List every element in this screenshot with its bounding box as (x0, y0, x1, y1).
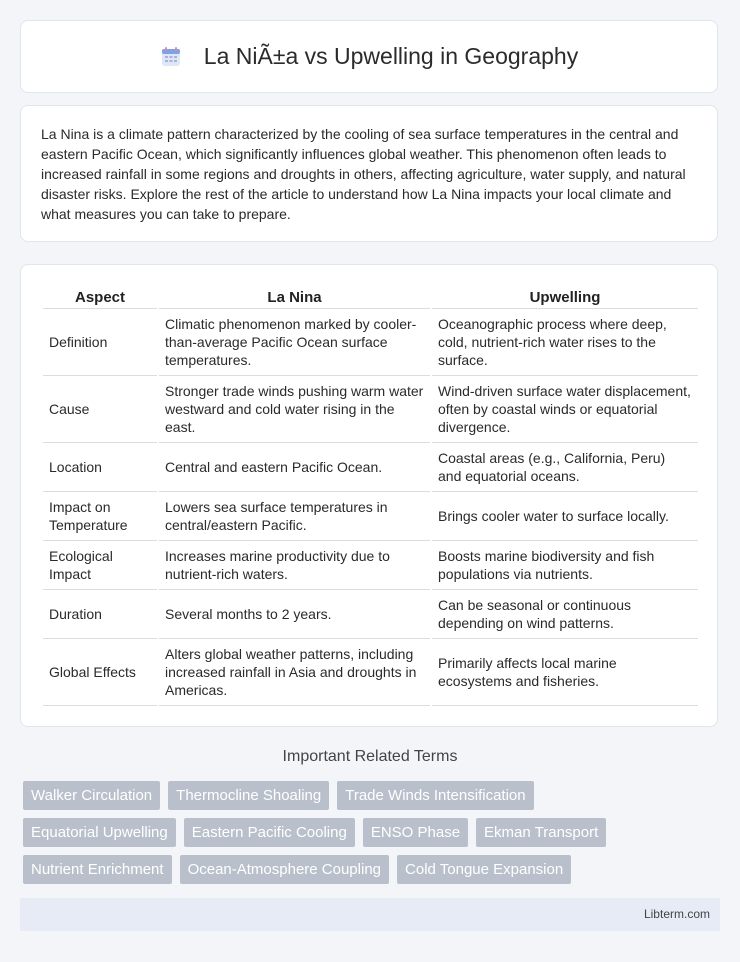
tag-ekman-transport[interactable]: Ekman Transport (476, 818, 606, 847)
table-row (43, 590, 698, 639)
related-terms-list (23, 781, 723, 892)
table-cell: Lowers sea surface temperatures in central/eastern Pacific. (159, 492, 430, 541)
tag-row (23, 855, 723, 884)
intro-card (20, 105, 718, 242)
table-cell: Cause (43, 376, 157, 443)
table-cell: Wind-driven surface water displacement, often by coastal winds or equatorial divergence. (432, 376, 698, 443)
tag-cold-tongue-expansion[interactable]: Cold Tongue Expansion (397, 855, 571, 884)
tag-eastern-pacific-cooling[interactable]: Eastern Pacific Cooling (184, 818, 355, 847)
tag-ocean-atmosphere-coupling[interactable]: Ocean-Atmosphere Coupling (180, 855, 389, 884)
table-cell: Climatic phenomenon marked by cooler-than-average Pacific Ocean surface temperatures. (159, 309, 430, 376)
table-cell: Primarily affects local marine ecosystems and fisheries. (432, 639, 698, 706)
header-card (20, 20, 718, 93)
table-cell: Definition (43, 309, 157, 376)
calendar-icon (160, 46, 182, 68)
page-title: La NiÃ±a vs Upwelling in Geography (203, 43, 579, 69)
table-row (43, 309, 698, 376)
table-cell: Ecological Impact (43, 541, 157, 590)
table-row (43, 541, 698, 590)
tag-thermocline-shoaling[interactable]: Thermocline Shoaling (168, 781, 329, 810)
table-cell: Oceanographic process where deep, cold, nutrient-rich water rises to the surface. (432, 309, 698, 376)
tag-equatorial-upwelling[interactable]: Equatorial Upwelling (23, 818, 176, 847)
tag-nutrient-enrichment[interactable]: Nutrient Enrichment (23, 855, 172, 884)
table-cell: Brings cooler water to surface locally. (432, 492, 698, 541)
header-upwelling: Upwelling (432, 283, 698, 309)
tag-row (23, 781, 723, 810)
table-cell: Increases marine productivity due to nutrient-rich waters. (159, 541, 430, 590)
table-cell: Central and eastern Pacific Ocean. (159, 443, 430, 492)
table-row (43, 492, 698, 541)
header-aspect: Aspect (43, 283, 157, 309)
tag-walker-circulation[interactable]: Walker Circulation (23, 781, 160, 810)
related-terms-title: Important Related Terms (282, 748, 458, 765)
table-cell: Can be seasonal or continuous depending on wind patterns. (432, 590, 698, 639)
table-header-row (43, 283, 698, 309)
table-cell: Stronger trade winds pushing warm water westward and cold water rising in the east. (159, 376, 430, 443)
intro-text: La Nina is a climate pattern characterized by the cooling of sea surface temperatures in the central and eastern Pacific Ocean, which significantly influences global weather. This phenomenon often leads to increased rainfall in some regions and droughts in others, affecting agriculture, water supply, and natural disaster risks. Explore the rest of the article to understand how La Nina impacts your local climate and what measures you can take to prepare. (41, 126, 686, 222)
tag-trade-winds-intensification[interactable]: Trade Winds Intensification (337, 781, 533, 810)
header-la-nina: La Nina (159, 283, 430, 309)
table-row (43, 443, 698, 492)
footer-brand-link[interactable]: Libterm.com (643, 907, 710, 921)
table-cell: Alters global weather patterns, including increased rainfall in Asia and droughts in Americas. (159, 639, 430, 706)
footer (20, 898, 720, 931)
table-row (43, 376, 698, 443)
table-cell: Global Effects (43, 639, 157, 706)
table-row (43, 639, 698, 706)
table-cell: Duration (43, 590, 157, 639)
tag-row (23, 818, 723, 847)
table-cell: Location (43, 443, 157, 492)
comparison-table-card (20, 264, 718, 727)
table-cell: Impact on Temperature (43, 492, 157, 541)
table-cell: Several months to 2 years. (159, 590, 430, 639)
table-cell: Coastal areas (e.g., California, Peru) and equatorial oceans. (432, 443, 698, 492)
comparison-table (41, 283, 700, 706)
tag-enso-phase[interactable]: ENSO Phase (363, 818, 468, 847)
table-cell: Boosts marine biodiversity and fish populations via nutrients. (432, 541, 698, 590)
